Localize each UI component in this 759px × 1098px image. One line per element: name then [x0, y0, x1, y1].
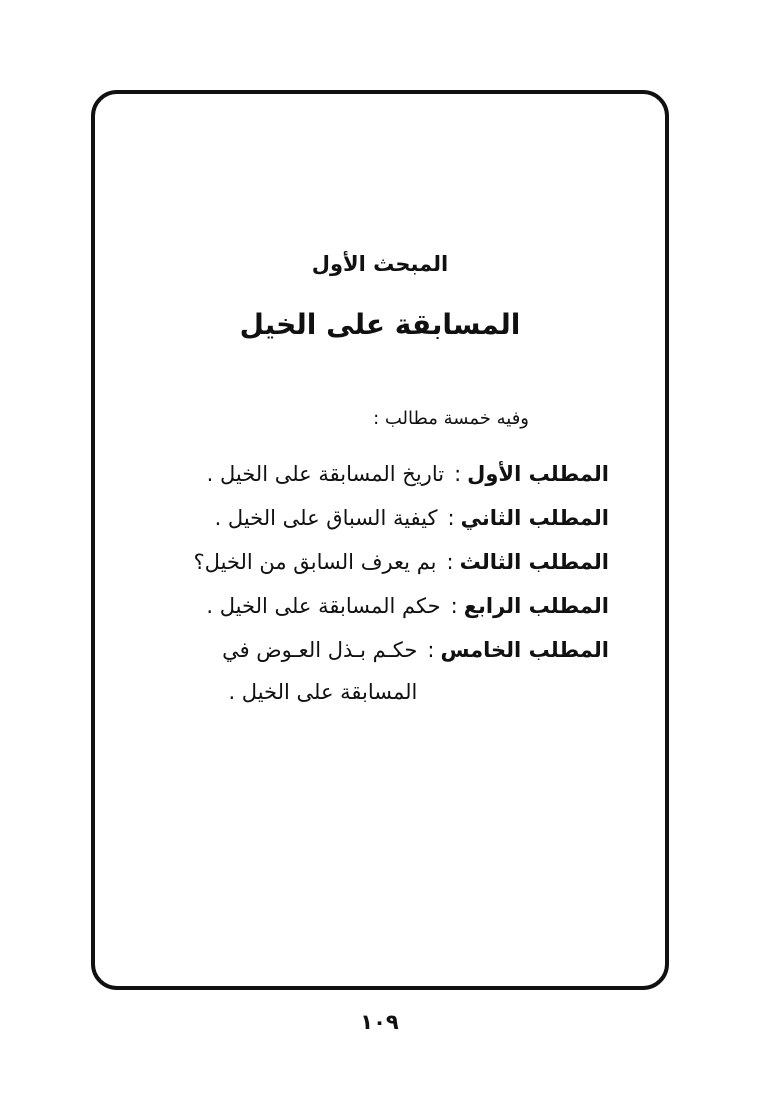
- item-separator: :: [447, 506, 455, 530]
- list-item: [169, 500, 609, 536]
- item-label: المطلب الخامس: [440, 638, 609, 662]
- item-text: حكم المسابقة على الخيل .: [206, 594, 441, 618]
- page-number: ١٠٩: [360, 1010, 399, 1034]
- item-label: المطلب الثاني: [460, 506, 609, 530]
- item-text: حكـم بـذل العـوض في المسابقة على الخيل .: [222, 638, 418, 704]
- list-item: [169, 544, 609, 580]
- list-item: [169, 632, 609, 713]
- section-label: المبحث الأول: [311, 252, 449, 276]
- item-text: كيفية السباق على الخيل .: [214, 506, 438, 530]
- list-item: [169, 456, 609, 492]
- contents-list: [169, 456, 609, 721]
- intro-text: وفيه خمسة مطالب :: [373, 408, 529, 429]
- item-separator: :: [427, 638, 435, 662]
- item-label: المطلب الأول: [467, 462, 609, 486]
- list-item: [169, 588, 609, 624]
- item-separator: :: [450, 594, 458, 618]
- section-title: المسابقة على الخيل: [239, 308, 521, 341]
- item-separator: :: [446, 550, 454, 574]
- item-text: تاريخ المسابقة على الخيل .: [206, 462, 445, 486]
- item-label: المطلب الرابع: [463, 594, 609, 618]
- item-label: المطلب الثالث: [459, 550, 609, 574]
- item-separator: :: [454, 462, 462, 486]
- item-text: بم يعرف السابق من الخيل؟: [193, 550, 437, 574]
